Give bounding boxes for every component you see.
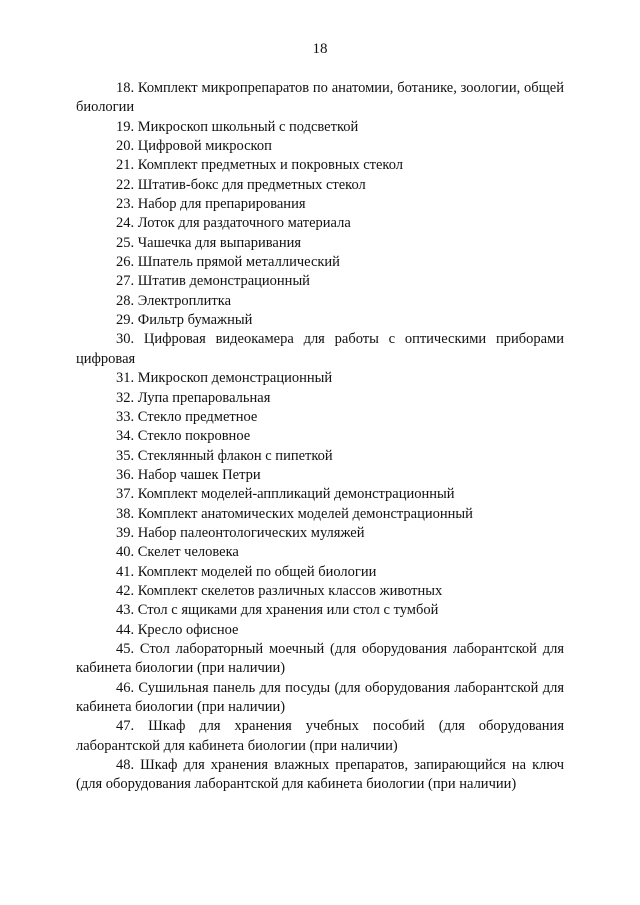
list-item: 31. Микроскоп демонстрационный — [116, 370, 333, 387]
list-item: 38. Комплект анатомических моделей демонстрационный — [116, 505, 473, 522]
list-item: 30. Цифровая видеокамера для работы с оптическими приборами цифровая — [76, 331, 564, 367]
list-item: 35. Стеклянный флакон с пипеткой — [116, 447, 333, 464]
list-item: 47. Шкаф для хранения учебных пособий (для оборудования лаборантской для кабинета биологии (при наличии) — [76, 718, 564, 754]
list-item: 27. Штатив демонстрационный — [116, 273, 310, 290]
list-item: 48. Шкаф для хранения влажных препаратов, запирающийся на ключ (для оборудования лаборантской для кабинета биологии (при наличии) — [76, 757, 564, 793]
equipment-list — [76, 79, 564, 795]
list-item: 36. Набор чашек Петри — [116, 466, 261, 483]
list-item: 43. Стол с ящиками для хранения или стол с тумбой — [116, 602, 439, 619]
list-item: 40. Скелет человека — [116, 544, 239, 561]
list-item: 41. Комплект моделей по общей биологии — [116, 563, 377, 580]
list-item: 20. Цифровой микроскоп — [116, 138, 272, 155]
list-item: 18. Комплект микропрепаратов по анатомии, ботанике, зоологии, общей биологии — [76, 80, 564, 116]
list-item: 32. Лупа препаровальная — [116, 389, 271, 406]
list-item: 34. Стекло покровное — [116, 428, 251, 445]
list-item: 29. Фильтр бумажный — [116, 312, 253, 329]
list-item: 33. Стекло предметное — [116, 408, 258, 425]
list-item: 42. Комплект скелетов различных классов животных — [116, 582, 443, 599]
list-item: 19. Микроскоп школьный с подсветкой — [116, 118, 359, 135]
list-item: 24. Лоток для раздаточного материала — [116, 215, 351, 232]
page-number: 18 — [312, 41, 328, 57]
list-item: 44. Кресло офисное — [116, 621, 239, 638]
list-item: 37. Комплект моделей-аппликаций демонстрационный — [116, 486, 455, 503]
list-item: 21. Комплект предметных и покровных стекол — [116, 157, 404, 174]
list-item: 46. Сушильная панель для посуды (для оборудования лаборантской для кабинета биологии (при наличии) — [76, 679, 564, 715]
list-item: 25. Чашечка для выпаривания — [116, 234, 302, 251]
list-item: 45. Стол лабораторный моечный (для оборудования лаборантской для кабинета биологии (при наличии) — [76, 640, 564, 677]
list-item: 22. Штатив-бокс для предметных стекол — [116, 176, 366, 193]
list-item: 26. Шпатель прямой металлический — [116, 254, 340, 271]
list-item: 23. Набор для препарирования — [116, 196, 306, 213]
list-item: 28. Электроплитка — [116, 292, 232, 309]
list-item: 39. Набор палеонтологических муляжей — [116, 524, 365, 541]
